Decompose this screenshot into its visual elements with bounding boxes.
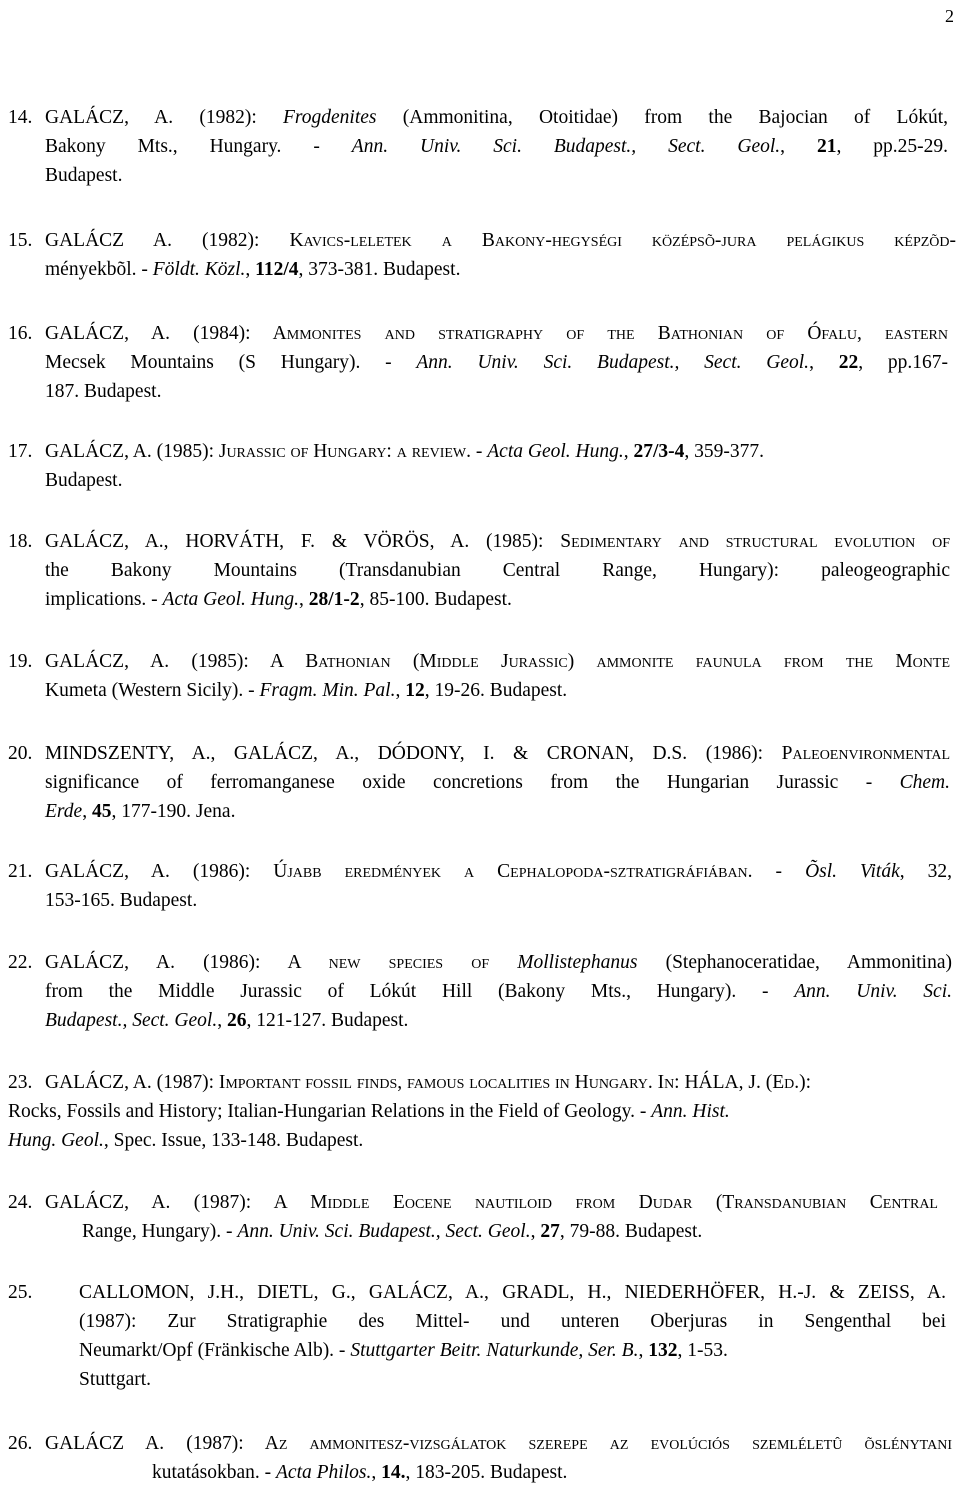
reference-number: 21. [8,861,33,882]
reference-number: 19. [8,651,33,672]
reference-number: 15. [8,230,33,251]
reference-number: 16. [8,323,33,344]
reference-entry: 19. GALÁCZ, A. (1985): A Bathonian (Middle Jurassic) ammonite faunula from the Monte Kumeta (Western Sicily). - Fragm. Min. Pal., 12, 19-26. Budapest. [8,647,950,705]
reference-entry: 26. GALÁCZ A. (1987): Az ammonitesz-vizsgálatok szerepe az evolúciós szemléletû õslénytani kutatásokban. - Acta Philos., 14., 183-205. Budapest. [8,1429,952,1487]
reference-entry: 22. GALÁCZ, A. (1986): A new species of Mollistephanus (Stephanoceratidae, Ammonitina) from the Middle Jurassic of Lókút Hill (Bakony Mts., Hungary). - Ann. Univ. Sci. Budapest., Sect. Geol., 26, 121-127. Budapest. [8,948,952,1035]
reference-entry: 25. CALLOMON, J.H., DIETL, G., GALÁCZ, A., GRADL, H., NIEDERHÖFER, H.-J. & ZEISS, A. (1987): Zur Stratigraphie des Mittel- und unteren Oberjuras in Sengenthal bei Neumarkt/Opf (Fränkische Alb). - Stuttgarter Beitr. Naturkunde, Ser. B., 132, 1-53. Stuttgart. [8,1278,946,1394]
reference-number: 24. [8,1192,33,1213]
reference-entry: 18. GALÁCZ, A., HORVÁTH, F. & VÖRÖS, A. (1985): Sedimentary and structural evolution of the Bakony Mountains (Transdanubian Central Range, Hungary): paleogeographic implications. - Acta Geol. Hung., 28/1-2, 85-100. Budapest. [8,527,950,614]
reference-number: 14. [8,107,33,128]
reference-entry: 17. GALÁCZ, A. (1985): Jurassic of Hungary: a review. - Acta Geol. Hung., 27/3-4, 359-377. Budapest. [8,437,948,495]
reference-entry: 15. GALÁCZ A. (1982): Kavics-leletek a Bakony-hegységi középsõ-jura pelágikus képzõd- ményekbõl. - Földt. Közl., 112/4, 373-381. Budapest. [8,226,956,284]
reference-number: 18. [8,531,33,552]
reference-number: 17. [8,441,33,462]
reference-entry: 21. GALÁCZ, A. (1986): Újabb eredmények a Cephalopoda-sztratigráfiában. - Õsl. Viták, 32, 153-165. Budapest. [8,857,952,915]
reference-entry: 14. GALÁCZ, A. (1982): Frogdenites (Ammonitina, Otoitidae) from the Bajocian of Lókút, Bakony Mts., Hungary. - Ann. Univ. Sci. Budapest., Sect. Geol., 21, pp.25-29. Budapest. [8,103,948,190]
reference-number: 22. [8,952,33,973]
reference-number: 23. [8,1072,33,1093]
reference-number: 26. [8,1433,33,1454]
reference-entry: 20. MINDSZENTY, A., GALÁCZ, A., DÓDONY, I. & CRONAN, D.S. (1986): Paleoenvironmental significance of ferromanganese oxide concretions from the Hungarian Jurassic - Chem. Erde, 45, 177-190. Jena. [8,739,950,826]
reference-number: 20. [8,743,33,764]
reference-entry: 24. GALÁCZ, A. (1987): A Middle Eocene nautiloid from Dudar (Transdanubian Central Range, Hungary). - Ann. Univ. Sci. Budapest., Sect. Geol., 27, 79-88. Budapest. [8,1188,938,1246]
page-number: 2 [945,6,954,26]
reference-entry: 23. GALÁCZ, A. (1987): Important fossil finds, famous localities in Hungary. In: HÁLA, J. (Ed.): Rocks, Fossils and History; Italian-Hungarian Relations in the Field of Geology. - Ann. Hist. Hung. Geol., Spec. Issue, 133-148. Budapest. [8,1068,956,1155]
reference-number: 25. [8,1282,33,1303]
reference-entry: 16. GALÁCZ, A. (1984): Ammonites and stratigraphy of the Bathonian of Ófalu, eastern Mecsek Mountains (S Hungary). - Ann. Univ. Sci. Budapest., Sect. Geol., 22, pp.167- 187. Budapest. [8,319,948,406]
